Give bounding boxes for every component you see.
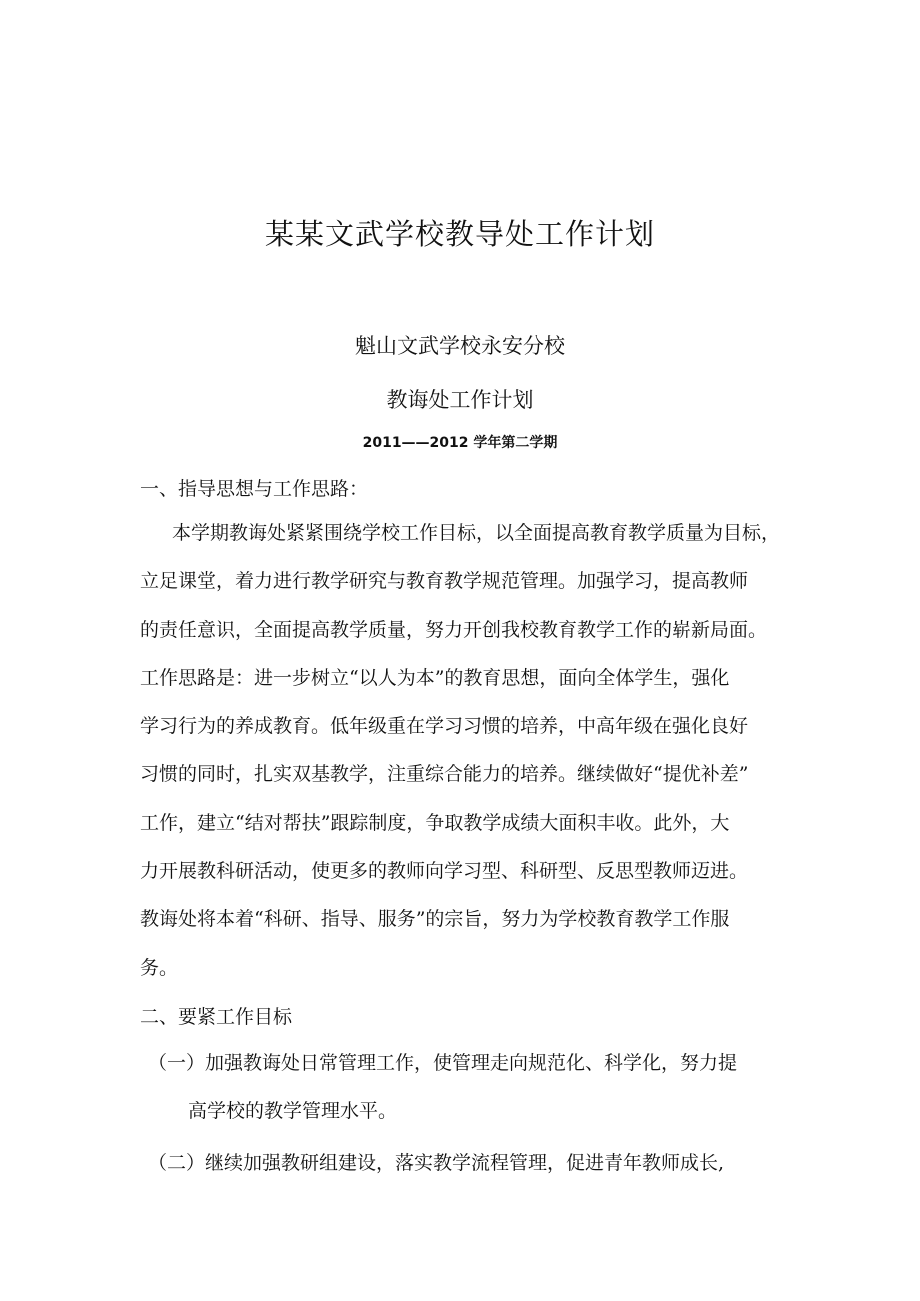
section1-heading: 一、指导思想与工作思路： bbox=[140, 478, 369, 500]
section2-heading: 二、要紧工作目标 bbox=[140, 1006, 293, 1028]
section1-paragraph bbox=[140, 509, 790, 992]
paragraph-line: 习惯的同时，扎实双基教学，注重综合能力的培养。继续做好“提优补差” bbox=[140, 763, 749, 786]
goal-item-line: 高学校的教学管理水平。 bbox=[188, 1100, 398, 1123]
paragraph-line: 务。 bbox=[140, 956, 179, 979]
goal-item-line: （一）加强教诲处日常管理工作，使管理走向规范化、科学化，努力提 bbox=[148, 1052, 738, 1074]
goal-item-2 bbox=[148, 1139, 798, 1187]
paragraph-line: 工作，建立“结对帮扶”跟踪制度，争取教学成绩大面积丰收。此外，大 bbox=[140, 811, 730, 834]
document-title: 某某文武学校教导处工作计划 bbox=[264, 217, 655, 251]
school-name: 魁山文武学校永安分校 bbox=[355, 334, 565, 358]
paragraph-line: 工作思路是：进一步树立“以人为本”的教育思想，面向全体学生，强化 bbox=[140, 666, 730, 689]
paragraph-line: 学习行为的养成教育。低年级重在学习习惯的培养，中高年级在强化良好 bbox=[140, 715, 749, 738]
goal-item-line: （二）继续加强教研组建设，落实教学流程管理，促进青年教师成长, bbox=[148, 1152, 725, 1174]
paragraph-line: 本学期教诲处紧紧围绕学校工作目标，以全面提高教育教学质量为目标， bbox=[172, 522, 781, 544]
paragraph-line: 立足课堂，着力进行教学研究与教育教学规范管理。加强学习，提高教师 bbox=[140, 570, 749, 593]
goal-item-1 bbox=[148, 1039, 798, 1136]
paragraph-line: 力开展教科研活动，使更多的教师向学习型、科研型、反思型教师迈进。 bbox=[140, 860, 749, 883]
paragraph-line: 教诲处将本着“科研、指导、服务”的宗旨，努力为学校教育教学工作服 bbox=[140, 908, 730, 931]
academic-term: 2011——2012 学年第二学期 bbox=[362, 435, 558, 451]
plan-title: 教诲处工作计划 bbox=[386, 388, 534, 412]
paragraph-line: 的责任意识，全面提高教学质量，努力开创我校教育教学工作的崭新局面。 bbox=[140, 618, 768, 641]
